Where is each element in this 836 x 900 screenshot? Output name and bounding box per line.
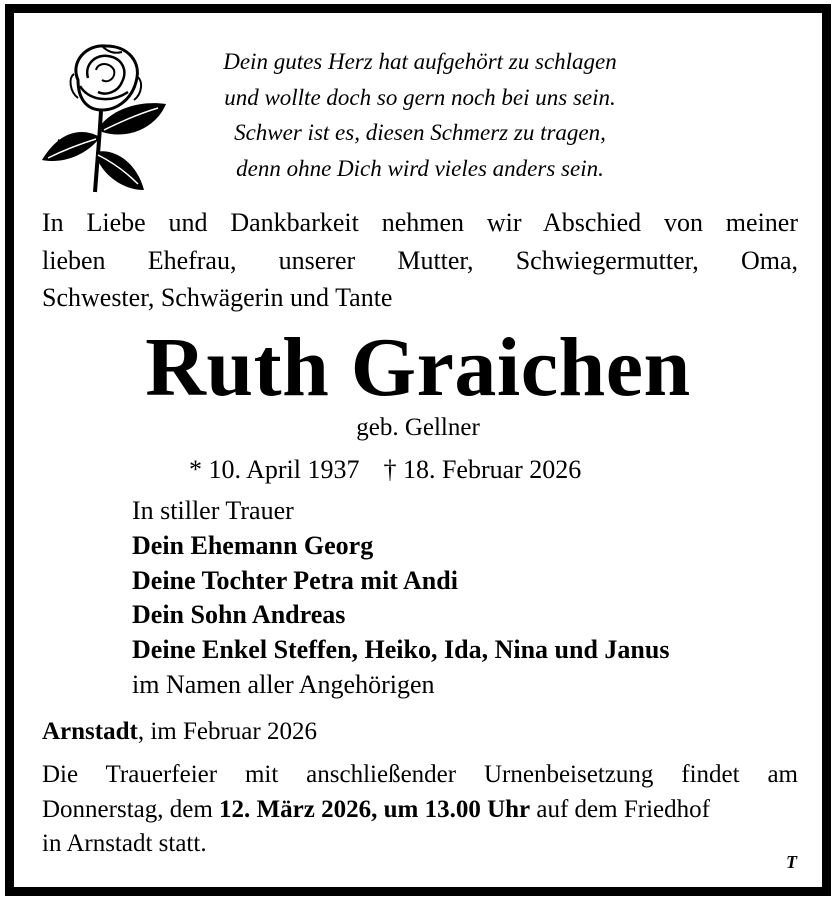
intro-line: Schwester, Schwägerin und Tante <box>42 283 393 312</box>
poem-line: Dein gutes Herz hat aufgehört zu schlagen <box>223 49 617 74</box>
place-date <box>42 715 317 749</box>
birth-date: * 10. April 1937 <box>189 455 360 484</box>
intro-text <box>42 204 798 317</box>
service-line: in Arnstadt statt. <box>42 830 207 857</box>
rose-icon <box>38 40 168 196</box>
deceased-name: Ruth Graichen <box>145 321 691 414</box>
mourners-closing: im Namen aller Angehörigen <box>132 669 435 699</box>
mourner-daughter: Deine Tochter Petra mit Andi <box>132 565 458 595</box>
maiden-name: geb. Gellner <box>356 414 480 441</box>
mourner-son: Dein Sohn Andreas <box>132 600 346 630</box>
service-line: Die Trauerfeier mit anschließender Urnenbeisetzung findet am <box>42 761 798 788</box>
service-datetime: 12. März 2026, um 13.00 Uhr <box>219 795 531 823</box>
service-info <box>42 758 798 862</box>
mourners-heading: In stiller Trauer <box>132 496 294 525</box>
poem-line: denn ohne Dich wird vieles anders sein. <box>236 155 604 181</box>
intro-line: In Liebe und Dankbarkeit nehmen wir Abschied von meiner <box>42 208 798 237</box>
poem-line: und wollte doch so gern noch bei uns sein. <box>224 84 616 110</box>
place-city: Arnstadt <box>42 718 138 745</box>
mourner-grandchildren: Deine Enkel Steffen, Heiko, Ida, Nina und Janus <box>132 635 670 665</box>
place-date-text: , im Februar 2026 <box>137 718 317 745</box>
life-dates <box>189 452 581 488</box>
mourners-list <box>132 494 669 703</box>
service-line <box>42 793 798 828</box>
service-day: Donnerstag, dem <box>42 795 220 823</box>
poem-line: Schwer ist es, diesen Schmerz zu tragen, <box>234 120 606 145</box>
intro-line: lieben Ehefrau, unserer Mutter, Schwiegermutter, Oma, <box>42 245 798 275</box>
death-date: † 18. Februar 2026 <box>383 455 582 484</box>
service-location-lead: auf dem Friedhof <box>530 795 710 823</box>
poem <box>180 44 660 186</box>
mourner-spouse: Dein Ehemann Georg <box>132 530 374 560</box>
publisher-mark: T <box>786 852 797 872</box>
